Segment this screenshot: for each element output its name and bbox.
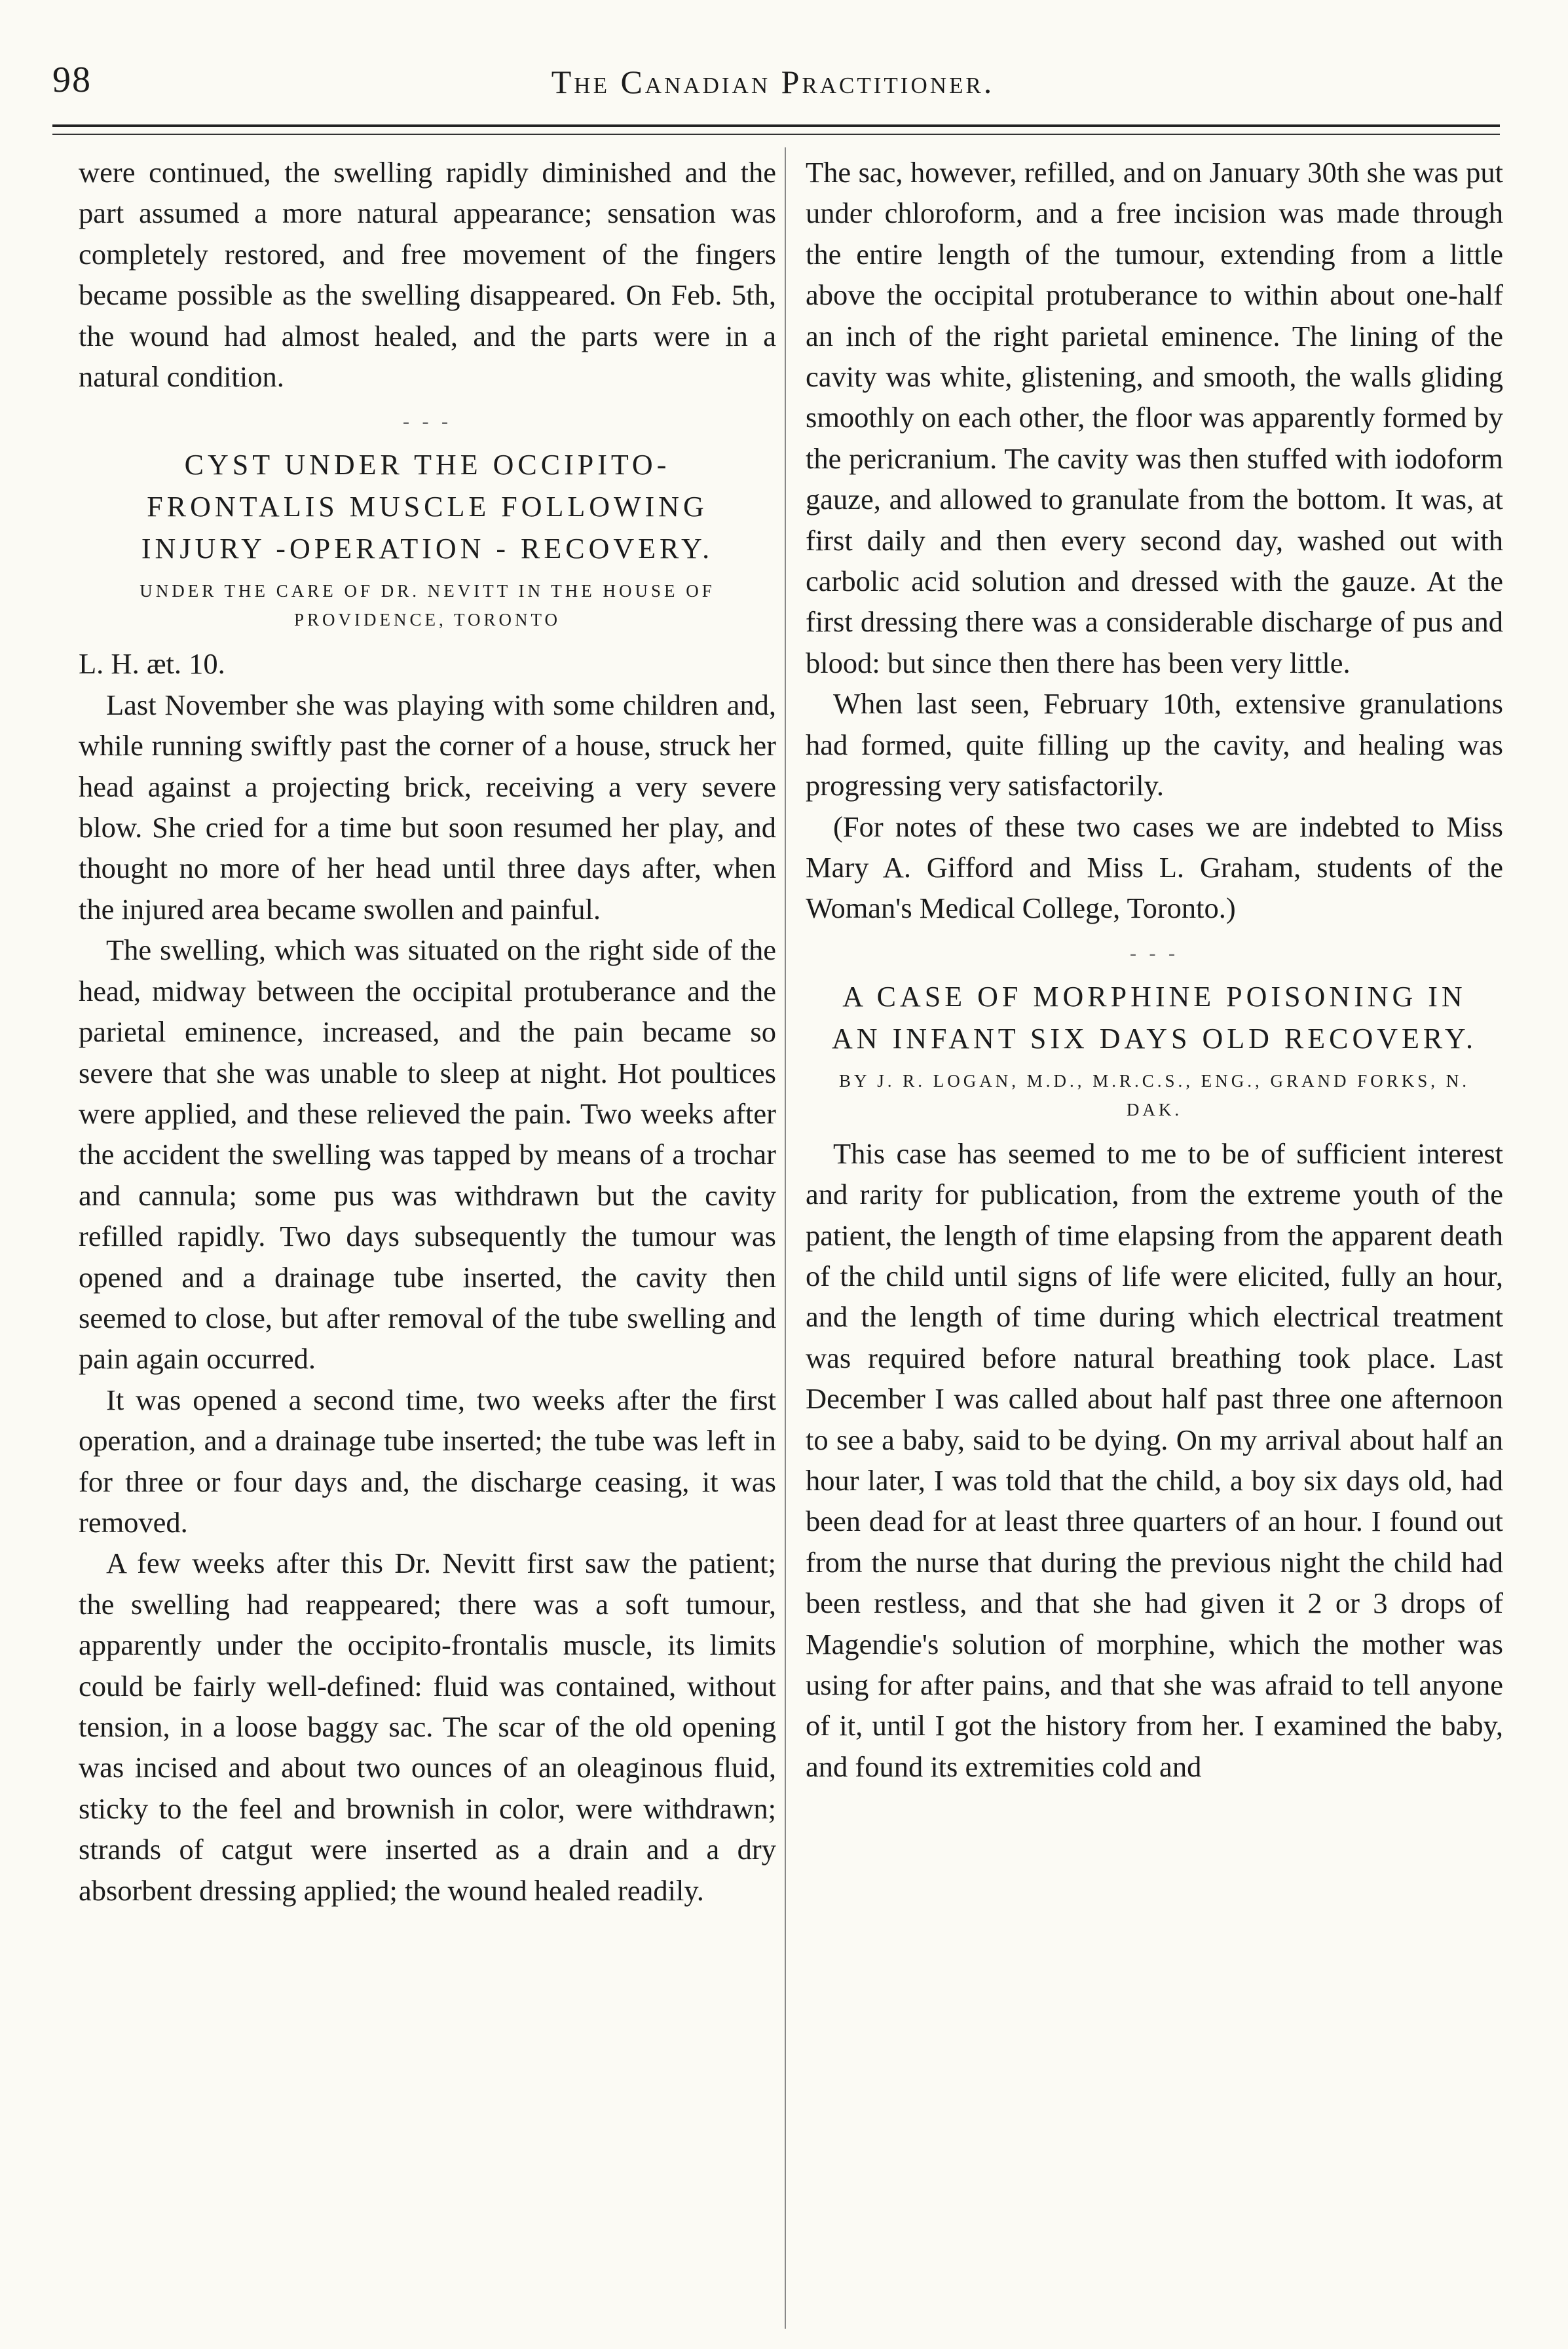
article-byline: BY J. R. LOGAN, M.D., M.R.C.S., ENG., GRAND FORKS, N. DAK. xyxy=(838,1070,1470,1119)
article-paragraph: The sac, however, refilled, and on January 30th she was put under chloroform, and a free incision was made through the entire length of the tumour, extending from a little above the occipital protuberance to within about one-half an inch of the right parietal eminence. The lining of the cavity was white, glistening, and smooth, the walls gliding smoothly on each other, the floor was apparently formed by the pericranium. The cavity was then stuffed with iodoform gauze, and allowed to granulate from the bottom. It was, at first daily and then every second day, washed out with carbolic acid solution and dressed with the gauze. At the first dressing there was a considerable discharge of pus and blood: but since then there has been very little. xyxy=(806,156,1503,679)
article-title: CYST UNDER THE OCCIPITO-FRONTALIS MUSCLE FOLLOWING INJURY -OPERATION - RECOVERY. xyxy=(141,449,714,565)
running-title: The Canadian Practitioner. xyxy=(551,64,995,100)
header-rule-thin xyxy=(52,134,1500,135)
acknowledgement-note: (For notes of these two cases we are indebted to Miss Mary A. Gifford and Miss L. Graham, students of the Woman's Medical College, Toronto.) xyxy=(806,810,1503,925)
left-column xyxy=(79,152,776,1911)
article-paragraph: A few weeks after this Dr. Nevitt first saw the patient; the swelling had reappeared; there was a soft tumour, apparently under the occipito-frontalis muscle, its limits could be fairly well-defined: fluid was contained, without tension, in a loose baggy sac. The scar of the old opening was incised and about two ounces of an oleaginous fluid, sticky to the feel and brownish in color, were withdrawn; strands of catgut were inserted as a drain and a dry absorbent dressing applied; the wound healed readily. xyxy=(79,1547,776,1907)
article-title: A CASE OF MORPHINE POISONING IN AN INFANT SIX DAYS OLD RECOVERY. xyxy=(832,980,1477,1055)
page-number: 98 xyxy=(52,60,92,100)
right-column xyxy=(806,152,1503,1787)
continued-paragraph: were continued, the swelling rapidly diminished and the part assumed a more natural appearance; sensation was completely restored, and free movement of the fingers became possible as the swelling disappeared. On Feb. 5th, the wound had almost healed, and the parts were in a natural condition. xyxy=(79,156,776,394)
article-paragraph: When last seen, February 10th, extensive granulations had formed, quite filling up the cavity, and healing was progressing very satisfactorily. xyxy=(806,687,1503,802)
article-paragraph: This case has seemed to me to be of sufficient interest and rarity for publication, from the extreme youth of the patient, the length of time elapsing from the apparent death of the child until signs of life were elicited, fully an hour, and the length of time during which electrical treatment was required before natural breathing took place. Last December I was called about half past three one afternoon to see a baby, said to be dying. On my arrival about half an hour later, I was told that the child, a boy six days old, had been dead for at least three quarters of an hour. I found out from the nurse that during the previous night the child had been restless, and that she had given it 2 or 3 drops of Magendie's solution of morphine, which the mother was using for after pains, and that she was afraid to tell anyone of it, until I got the history from her. I examined the baby, and found its extremities cold and xyxy=(806,1137,1503,1783)
page-header xyxy=(46,59,1500,111)
article-paragraph: It was opened a second time, two weeks after the first operation, and a drainage tube inserted; the tube was left in for three or four days and, the discharge ceasing, it was removed. xyxy=(79,1383,776,1539)
article-paragraph: Last November she was playing with some children and, while running swiftly past the corner of a house, struck her head against a projecting brick, receiving a very severe blow. She cried for a time but soon resumed her play, and thought no more of her head until three days after, when the injured area became swollen and painful. xyxy=(79,688,776,926)
article-paragraph: The swelling, which was situated on the right side of the head, midway between the occipital protuberance and the parietal eminence, increased, and the pain became so severe that she was unable to sleep at night. Hot poultices were applied, and these relieved the pain. Two weeks after the accident the swelling was tapped by means of a trochar and cannula; some pus was withdrawn but the cavity refilled rapidly. Two days subsequently the tumour was opened and a drainage tube inserted, the cavity then seemed to close, but after removal of the tube swelling and pain again occurred. xyxy=(79,933,776,1376)
column-divider xyxy=(785,147,786,2329)
section-separator: - - - xyxy=(403,411,452,433)
article-byline: UNDER THE CARE OF DR. NEVITT IN THE HOUSE OF PROVIDENCE, TORONTO xyxy=(140,581,715,630)
case-line: L. H. æt. 10. xyxy=(79,647,225,681)
section-separator: - - - xyxy=(1130,942,1179,964)
header-rule xyxy=(52,124,1500,127)
